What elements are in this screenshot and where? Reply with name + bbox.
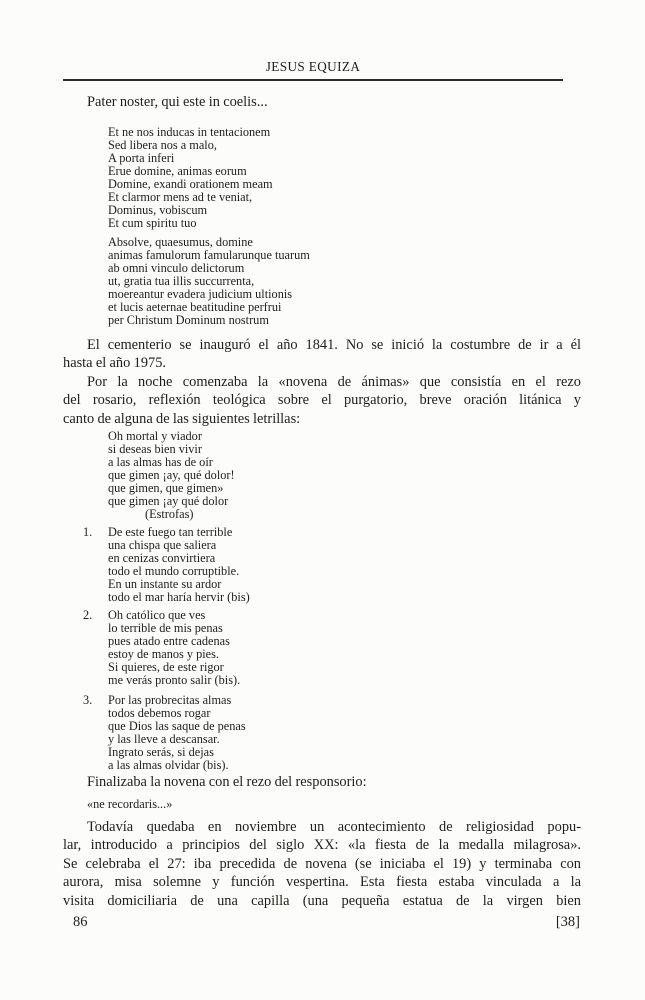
latin-verse-1 — [108, 126, 581, 230]
stanza-number: 2. — [83, 608, 93, 622]
verse-line: en cenizas convirtiera — [108, 551, 216, 565]
stanza-lines — [108, 694, 581, 772]
text-line: Todavía quedaba en noviembre un acontecimiento de religiosidad popu- — [87, 818, 581, 835]
verse-line: Absolve, quaesumus, domine — [108, 234, 253, 249]
verse-line: et lucis aeternae beatitudine perfrui — [108, 299, 282, 314]
verse-line: ab omni vinculo delictorum — [108, 260, 245, 275]
text-line: Por la noche comenzaba la «novena de ánimas» que consistía en el rezo — [87, 373, 581, 390]
verse-line: A porta inferi — [108, 150, 175, 165]
verse-line: Oh mortal y viador — [108, 429, 202, 443]
verse-line: animas famulorum famularunque tuarum — [108, 247, 310, 262]
stanza-number: 3. — [83, 693, 93, 707]
verse-line: Et clarmor mens ad te veniat, — [108, 189, 253, 204]
verse-line: a las almas olvidar (bis). — [108, 758, 229, 772]
verse-line: ut, gratia tua illis succurrenta, — [108, 273, 255, 288]
verse-line: que gimen ¡ay, qué dolor! — [108, 468, 235, 482]
verse-line: Si quieres, de este rigor — [108, 660, 224, 674]
running-header-title: JESUS EQUIZA — [265, 59, 361, 74]
page-body — [63, 93, 581, 910]
verse-line: que gimen ¡ay qué dolor — [108, 494, 229, 508]
text-line: El cementerio se inauguró el año 1841. No se inició la costumbre de ir a él — [87, 336, 581, 353]
letrilla — [108, 430, 581, 521]
pater-noster — [63, 93, 581, 112]
page-number: 86 — [73, 914, 88, 930]
verse-line: una chispa que saliera — [108, 538, 217, 552]
verse-line: moereantur evadera judicium ultionis — [108, 286, 293, 301]
para-cementerio — [63, 336, 581, 373]
verse-line: Ingrato serás, si dejas — [108, 745, 214, 759]
stanza-1 — [83, 526, 581, 604]
verse-line: Dominus, vobiscum — [108, 202, 208, 217]
quote-responsorio: «ne recordaris...» — [87, 796, 173, 811]
verse-line: pues atado entre cadenas — [108, 634, 230, 648]
stanza-number: 1. — [83, 525, 93, 539]
verse-line: Et ne nos inducas in tentacionem — [108, 124, 271, 139]
verse-line: Sed libera nos a malo, — [108, 137, 217, 152]
para-finalizaba — [63, 773, 581, 792]
verse-line: estoy de manos y pies. — [108, 647, 219, 661]
verse-line: que Dios las saque de penas — [108, 719, 246, 733]
text-line: canto de alguna de las siguientes letrillas: — [63, 410, 301, 427]
verse-line: a las almas has de oír — [108, 455, 213, 469]
running-header — [63, 58, 563, 81]
verse-caption: (Estrofas) — [145, 507, 194, 521]
verse-line: Oh católico que ves — [108, 608, 206, 622]
text-line: visita domiciliaria de una capilla (una pequeña estatua de la virgen bien — [63, 892, 581, 909]
stanza-3 — [83, 694, 581, 772]
latin-verse-2 — [108, 236, 581, 327]
stanza-lines — [108, 526, 581, 604]
verse-line: Domine, exandi orationem meam — [108, 176, 273, 191]
text-line: del rosario, reflexión teológica sobre el purgatorio, breve oración litánica y — [63, 392, 581, 408]
verse-line: Por las probrecitas almas — [108, 693, 232, 707]
verse-line: lo terrible de mis penas — [108, 621, 223, 635]
verse-line: todo el mar haría hervir (bis) — [108, 590, 250, 604]
verse-line: que gimen, que gimen» — [108, 481, 224, 495]
text-line: Se celebraba el 27: iba precedida de novena (se iniciaba el 19) y terminaba con — [63, 855, 581, 872]
verse-line: me verás pronto salir (bis). — [108, 673, 241, 687]
para-novena — [63, 373, 581, 429]
text-line: Pater noster, qui este in coelis... — [87, 94, 268, 110]
verse-line: De este fuego tan terrible — [108, 525, 233, 539]
verse-line: y las lleve a descansar. — [108, 732, 220, 746]
verse-line: Et cum spiritu tuo — [108, 215, 197, 230]
verse-line: todos debemos rogar — [108, 706, 211, 720]
page-footer — [63, 914, 580, 931]
folio-number: [38] — [555, 914, 580, 930]
text-line: hasta el año 1975. — [63, 355, 167, 371]
verse-line: si deseas bien vivir — [108, 442, 202, 456]
text-line: lar, introducido a principios del siglo XX: «la fiesta de la medalla milagrosa». — [63, 837, 581, 853]
para-todavia — [63, 818, 581, 911]
verse-line: Erue domine, animas eorum — [108, 163, 247, 178]
verse-line: todo el mundo corruptible. — [108, 564, 240, 578]
verse-line: En un instante su ardor — [108, 577, 222, 591]
stanza-2 — [83, 609, 581, 687]
text-line: Finalizaba la novena con el rezo del responsorio: — [87, 774, 367, 790]
verse-line: per Christum Dominum nostrum — [108, 312, 269, 327]
stanza-lines — [108, 609, 581, 687]
text-line: aurora, misa solemne y función vespertina. Esta fiesta estaba vinculada a la — [63, 874, 581, 890]
